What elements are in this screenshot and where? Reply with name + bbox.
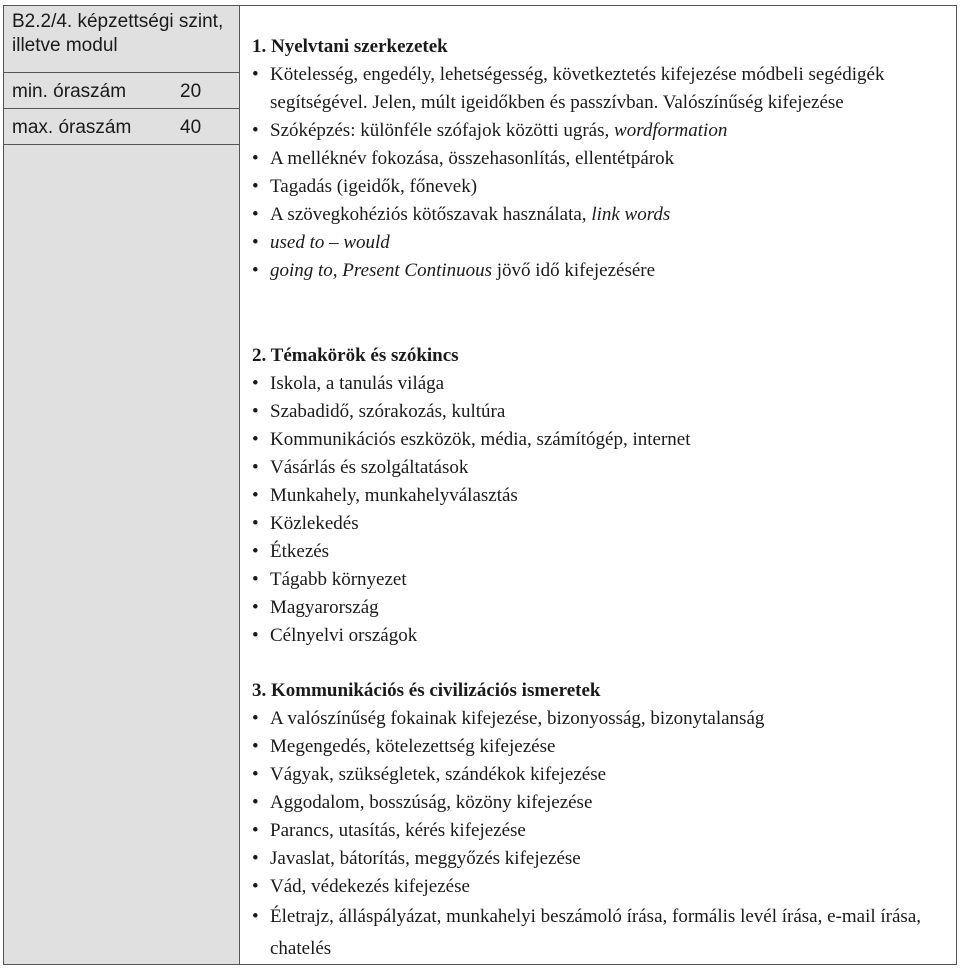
list-item: • Kötelesség, engedély, lehetségesség, következtetés kifejezése módbeli segédigék segítségével. Jelen, múlt igeidőkben és passzívban. Valószínűség kifejezése — [252, 61, 952, 117]
topics-list — [252, 370, 952, 650]
min-hours-value: 20 — [180, 81, 202, 102]
list-item: • Vágyak, szükségletek, szándékok kifejezése — [252, 761, 952, 789]
section-grammar — [252, 33, 952, 285]
list-item: • going to, Present Continuous jövő idő kifejezésére — [252, 257, 952, 285]
shaded-filler — [4, 145, 239, 964]
list-item: • A valószínűség fokainak kifejezése, bizonyosság, bizonytalanság — [252, 705, 952, 733]
min-hours-row — [4, 73, 239, 109]
section-heading: 3. Kommunikációs és civilizációs ismeretek — [252, 680, 601, 701]
curriculum-table — [3, 5, 957, 965]
list-item: • Vásárlás és szolgáltatások — [252, 454, 952, 482]
section-heading: 1. Nyelvtani szerkezetek — [252, 36, 448, 57]
list-item: • Étkezés — [252, 538, 952, 566]
list-item: • A melléknév fokozása, összehasonlítás, ellentétpárok — [252, 145, 952, 173]
max-hours-label: max. óraszám — [12, 117, 132, 138]
list-item: • Kommunikációs eszközök, média, számítógép, internet — [252, 426, 952, 454]
list-item: • Életrajz, álláspályázat, munkahelyi beszámoló írása, formális levél írása, e-mail írása, chatelés — [252, 901, 952, 965]
list-item: • Aggodalom, bosszúság, közöny kifejezése — [252, 789, 952, 817]
section-communication — [252, 677, 952, 965]
list-item: • Szabadidő, szórakozás, kultúra — [252, 398, 952, 426]
max-hours-value: 40 — [180, 117, 202, 138]
list-item: • Megengedés, kötelezettség kifejezése — [252, 733, 952, 761]
list-item: • Tágabb környezet — [252, 566, 952, 594]
module-title: B2.2/4. képzettségi szint, illetve modul — [4, 6, 239, 73]
list-item: • Javaslat, bátorítás, meggyőzés kifejezése — [252, 845, 952, 873]
list-item: • Magyarország — [252, 594, 952, 622]
list-item: • Munkahely, munkahelyválasztás — [252, 482, 952, 510]
list-item: • Szóképzés: különféle szófajok közötti ugrás, wordformation — [252, 117, 952, 145]
list-item: • Közlekedés — [252, 510, 952, 538]
list-item: • used to – would — [252, 229, 952, 257]
grammar-list — [252, 61, 952, 285]
module-info-column — [4, 6, 240, 964]
list-item: • A szövegkohéziós kötőszavak használata, link words — [252, 201, 952, 229]
section-heading: 2. Témakörök és szókincs — [252, 345, 459, 366]
list-item: • Célnyelvi országok — [252, 622, 952, 650]
list-item: • Vád, védekezés kifejezése — [252, 873, 952, 901]
min-hours-label: min. óraszám — [12, 81, 127, 102]
list-item: • Parancs, utasítás, kérés kifejezése — [252, 817, 952, 845]
list-item: • Iskola, a tanulás világa — [252, 370, 952, 398]
section-topics — [252, 342, 952, 650]
max-hours-row — [4, 109, 239, 145]
content-column — [240, 6, 956, 964]
communication-list — [252, 705, 952, 965]
list-item: • Tagadás (igeidők, főnevek) — [252, 173, 952, 201]
